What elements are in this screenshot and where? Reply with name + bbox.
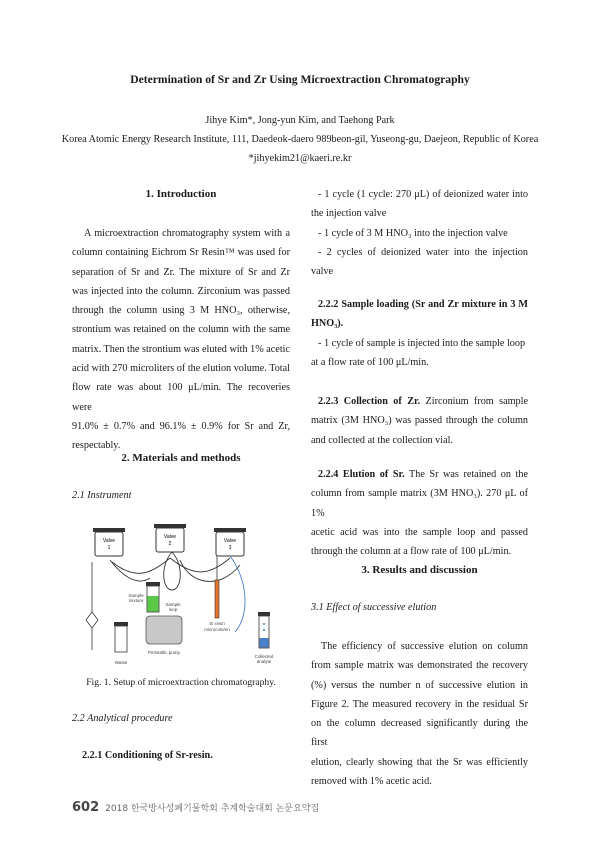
svg-text:Peristaltic pump: Peristaltic pump [147,650,181,655]
valve-2 [154,524,186,552]
step-line: - 1 cycle of 3 M HNO₃ into the injection valve [318,227,508,239]
svg-text:3: 3 [228,545,232,551]
step-line: - 1 cycle (1 cycle: 270 μL) of deionized water into [318,189,528,200]
results-heading: 3. Results and discussion [361,564,478,576]
svg-text:Waste: Waste [114,660,128,665]
intro-line: flow rate was about 100 μL/min. The recoveries were [72,382,290,413]
loading-heading-line: 2.2.2 Sample loading (Sr and Zr mixture in 3 M [318,299,528,310]
elution-heading: 2.2.4 Elution of Sr. [318,469,405,480]
intro-line: acid with 270 microliters of the elution volume. Total [72,363,290,375]
intro-body [72,224,290,456]
intro-line: strontium was retained on the column with the same [72,324,290,336]
affiliation: Korea Atomic Energy Research Institute, 111, Daedeok-daero 989beon-gil, Yuseong-gu, Daejeon, Republic of Korea [61,134,539,145]
elution-line: through the column at a flow rate of 100 μL/min. [311,546,512,558]
results-line: from sample matrix was demonstrated the recovery [311,660,528,672]
proceedings-title: 2018 한국방사성폐기물학회 추계학술대회 논문요약집 [105,804,320,814]
collection-line: Zirconium from sample [425,396,528,407]
conditioning-steps [311,185,528,281]
results-line: elution, clearly showing that the Sr was efficiently [311,756,528,768]
svg-text:microcolumn: microcolumn [204,627,230,632]
page-footer [72,796,319,815]
loading-line: - 1 cycle of sample is injected into the sample loop [318,338,526,349]
valve-1-label: Valve [102,538,116,544]
collected-analyte-vial [255,612,274,664]
intro-line: 91.0% ± 0.7% and 96.1% ± 0.9% for Sr and Zr, [72,420,290,432]
loading-heading-line: HNO₃). [311,318,344,330]
svg-text:Collected: Collected [254,654,274,659]
intro-line: through the column using 3 M HNO₃, otherwise, [72,305,290,317]
results-body [311,637,528,791]
methods-heading: 2. Materials and methods [121,452,241,464]
page-number: 602 [72,800,100,815]
collection-paragraph [311,392,528,450]
sample-loop [164,552,181,590]
svg-text:Sr resin: Sr resin [209,621,225,626]
sample-mixture-vial [128,582,160,612]
step-line: - 2 cycles of deionized water into the injection [318,246,528,258]
intro-line: was injected into the column. Zirconium was passed [72,285,290,297]
collection-heading: 2.2.3 Collection of Zr. [318,396,421,407]
authors: Jihye Kim*, Jong-yun Kim, and Taehong Park [205,115,395,126]
intro-heading: 1. Introduction [145,188,217,200]
successive-heading: 3.1 Effect of successive elution [311,602,437,613]
loading-heading [311,295,528,334]
conditioning-heading: 2.2.1 Conditioning of Sr-resin. [82,750,213,761]
figure-caption: Fig. 1. Setup of microextraction chromatography. [86,677,276,688]
intro-line: separation of Sr and Zr. The mixture of Sr and Zr [72,266,290,278]
svg-text:analyte: analyte [256,659,272,664]
results-line: removed with 1% acetic acid. [311,776,432,788]
tube [112,558,170,573]
results-line: Figure 2. The measured recovery in the residual Sr [311,698,528,710]
analytical-heading: 2.2 Analytical procedure [72,713,173,724]
svg-text:1: 1 [107,545,111,551]
intro-line: respectably. [72,440,121,452]
step-line: the injection valve [311,208,387,220]
results-line: The efficiency of successive elution on column [321,641,528,652]
collection-line: and collected at the collection vial. [311,434,453,446]
valve-3 [214,528,246,556]
intro-line: matrix. Then the strontium was eluted with 1% acetic [72,343,290,355]
valve-1 [93,528,125,556]
setup-figure [80,520,280,670]
svg-text:loop: loop [168,607,178,612]
elution-line: The Sr was retained on the [409,469,528,480]
intro-line: A microextraction chromatography system with a [84,228,290,239]
waste-vial [114,622,128,665]
step-line: valve [311,266,334,278]
svg-text:mixture: mixture [128,598,144,603]
elution-paragraph [311,465,528,561]
peristaltic-pump [146,616,182,655]
elution-line: column from sample matrix (3M HNO₃). 270 μL of 1% [311,488,528,519]
valve-3-label: Valve [223,538,237,544]
sr-resin-column [204,556,230,632]
intro-line: column containing Eichrom Sr Resin™ was used for [72,247,290,259]
paper-title: Determination of Sr and Zr Using Microextraction Chromatography [130,73,470,86]
collection-line: matrix (3M HNO₃) was passed through the column [311,415,528,427]
valve-2-label: Valve [163,534,177,540]
elution-line: acetic acid was into the sample loop and passed [311,526,528,538]
svg-text:Sample: Sample [128,593,144,598]
loading-line: at a flow rate of 100 μL/min. [311,357,429,369]
svg-text:Sample: Sample [165,602,181,607]
instrument-heading: 2.1 Instrument [72,490,132,501]
results-line: on the column decreased significantly during the first [311,718,528,749]
svg-text:2: 2 [168,541,172,547]
results-line: (%) versus the number n of successive elution in [311,679,528,691]
loading-body [311,334,528,373]
email: *jihyekim21@kaeri.re.kr [248,153,352,164]
